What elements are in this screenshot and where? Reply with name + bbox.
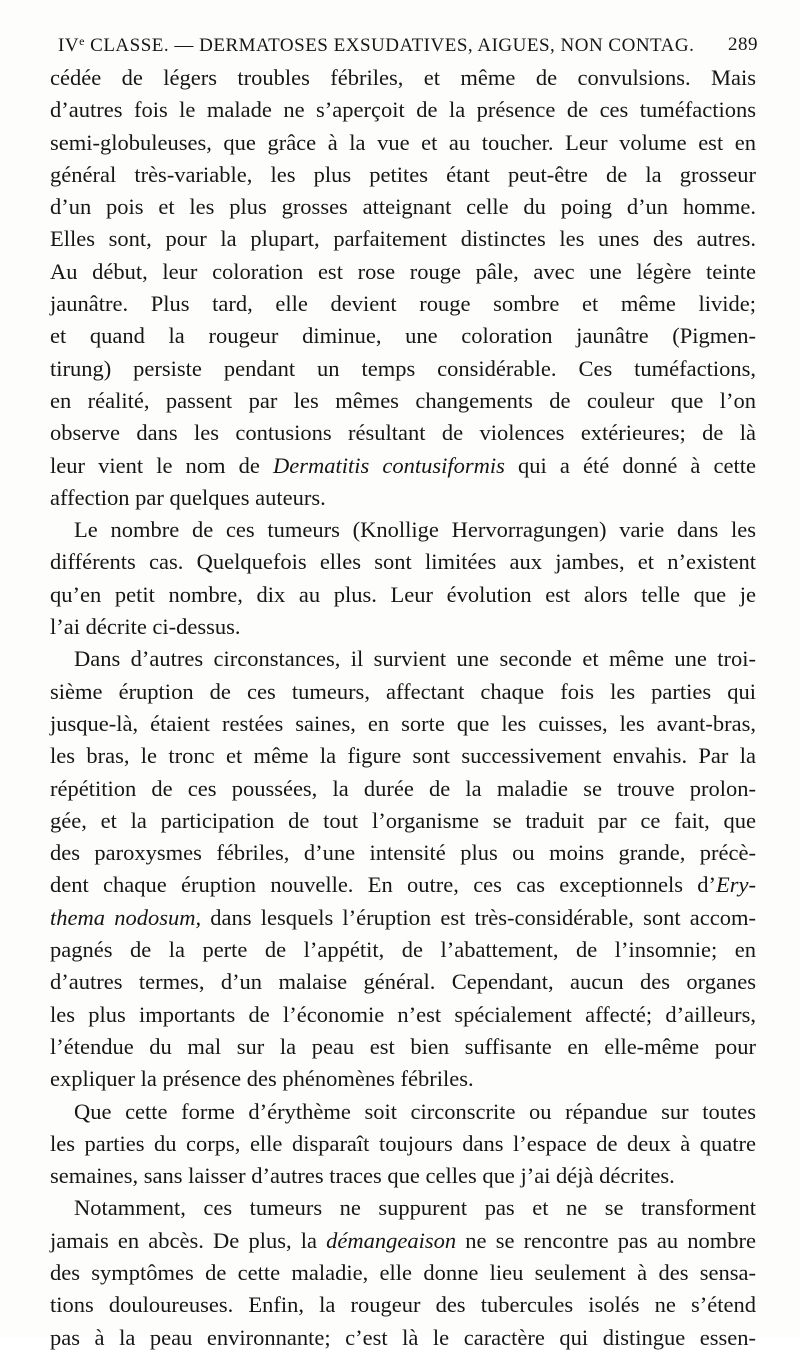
text-segment: Dans d’autres circonstances, il survient une seconde et même une troi-	[74, 646, 756, 672]
text-line	[50, 288, 756, 320]
text-segment: Notamment, ces tumeurs ne suppurent pas et ne se transforment	[74, 1195, 756, 1221]
text-segment: en réalité, passent par les mêmes changements de couleur que l’on	[50, 387, 756, 413]
class-suffix: e	[79, 34, 85, 48]
text-line	[50, 902, 756, 934]
italic-text: Dermatitis contusiformis	[273, 452, 505, 478]
text-line	[50, 417, 756, 449]
text-line	[50, 579, 756, 611]
text-line	[50, 514, 756, 546]
text-line	[50, 1096, 756, 1128]
text-segment: jusque-là, étaient restées saines, en sorte que les cuisses, les avant-bras,	[50, 710, 756, 736]
text-line	[50, 1257, 756, 1289]
text-segment: répétition de ces poussées, la durée de la maladie se trouve prolon-	[50, 775, 756, 801]
text-segment: sième éruption de ces tumeurs, affectant chaque fois les parties qui	[50, 678, 756, 704]
text-segment: Que cette forme d’érythème soit circonscrite ou répandue sur toutes	[74, 1098, 756, 1124]
text-line	[50, 450, 756, 482]
text-segment: leur vient le nom de	[50, 452, 274, 478]
text-segment: les bras, le tronc et même la figure sont successivement envahis. Par la	[50, 743, 756, 769]
text-segment: tirung) persiste pendant un temps considérable. Ces tuméfactions,	[50, 355, 756, 381]
text-segment: jaunâtre. Plus tard, elle devient rouge sombre et même livide;	[50, 291, 756, 317]
text-line	[50, 708, 756, 740]
text-line	[50, 934, 756, 966]
text-segment: d’autres fois le malade ne s’aperçoit de la présence de ces tuméfactions	[50, 97, 756, 123]
text-line	[50, 966, 756, 998]
text-line	[50, 869, 756, 901]
text-line	[50, 320, 756, 352]
text-line	[50, 837, 756, 869]
italic-text: thema nodosum,	[50, 904, 202, 930]
text-segment: dent chaque éruption nouvelle. En outre, ces cas exceptionnels d’	[50, 872, 717, 898]
text-segment: d’autres termes, d’un malaise général. Cependant, aucun des organes	[50, 969, 756, 995]
text-line	[50, 1031, 756, 1063]
text-line	[50, 1128, 756, 1160]
text-segment: pagnés de la perte de l’appétit, de l’abattement, de l’insomnie; en	[50, 937, 756, 963]
running-header	[58, 30, 758, 62]
text-line	[50, 62, 756, 94]
text-line	[50, 94, 756, 126]
text-segment: général très-variable, les plus petites étant peut-être de la grosseur	[50, 161, 756, 187]
text-line	[50, 1225, 756, 1257]
text-line	[50, 1289, 756, 1321]
text-segment: Le nombre de ces tumeurs (Knollige Hervorragungen) varie dans les	[74, 517, 756, 543]
text-segment: l’ai décrite ci-dessus.	[50, 614, 241, 640]
text-segment: gée, et la participation de tout l’organisme se traduit par ce fait, que	[50, 807, 756, 833]
text-segment: semi-globuleuses, que grâce à la vue et au toucher. Leur volume est en	[50, 129, 756, 155]
text-segment: qui a été donné à cette	[504, 452, 756, 478]
text-line	[50, 256, 756, 288]
text-segment: tions douloureuses. Enfin, la rougeur des tubercules isolés ne s’étend	[50, 1292, 756, 1318]
text-segment: jamais en abcès. De plus, la	[50, 1227, 327, 1253]
text-segment: l’étendue du mal sur la peau est bien suffisante en elle-même pour	[50, 1033, 756, 1059]
text-line	[50, 773, 756, 805]
text-segment: différents cas. Quelquefois elles sont limitées aux jambes, et n’existent	[50, 549, 756, 575]
text-segment: des symptômes de cette maladie, elle donne lieu seulement à des sensa-	[50, 1259, 756, 1285]
page-number: 289	[728, 34, 758, 55]
text-segment: d’un pois et les plus grosses atteignant celle du poing d’un homme.	[50, 194, 756, 220]
text-line	[50, 223, 756, 255]
running-title	[58, 34, 694, 57]
body-text	[50, 62, 756, 1354]
text-segment: cédée de légers troubles fébriles, et même de convulsions. Mais	[50, 65, 756, 90]
text-line	[50, 611, 756, 643]
text-segment: semaines, sans laisser d’autres traces que celles que j’ai déjà décrites.	[50, 1163, 675, 1189]
text-segment: affection par quelques auteurs.	[50, 484, 326, 510]
class-numeral: IV	[58, 35, 80, 56]
text-line	[50, 127, 756, 159]
text-line	[50, 805, 756, 837]
text-line	[50, 482, 756, 514]
text-segment: dans lesquels l’éruption est très-considérable, sont accom-	[201, 904, 756, 930]
text-line	[50, 1192, 756, 1224]
text-segment: les plus importants de l’économie n’est spécialement affecté; d’ailleurs,	[50, 1001, 756, 1027]
running-title-text: CLASSE. — DERMATOSES EXSUDATIVES, AIGUES, NON CONTAG.	[84, 35, 695, 56]
text-segment: Elles sont, pour la plupart, parfaitement distinctes les unes des autres.	[50, 226, 756, 252]
text-segment: Au début, leur coloration est rose rouge pâle, avec une légère teinte	[50, 258, 756, 284]
text-line	[50, 676, 756, 708]
italic-text: démangeaison	[326, 1227, 457, 1253]
text-line	[50, 740, 756, 772]
text-segment: et quand la rougeur diminue, une coloration jaunâtre (Pigmen-	[50, 323, 756, 349]
text-segment: des paroxysmes fébriles, d’une intensité plus ou moins grande, précè-	[50, 840, 756, 866]
text-line	[50, 353, 756, 385]
text-line	[50, 1160, 756, 1192]
text-line	[50, 191, 756, 223]
text-line	[50, 643, 756, 675]
text-segment: expliquer la présence des phénomènes fébriles.	[50, 1066, 474, 1092]
text-line	[50, 999, 756, 1031]
text-segment: les parties du corps, elle disparaît toujours dans l’espace de deux à quatre	[50, 1130, 756, 1156]
text-segment: pas à la peau environnante; c’est là le caractère qui distingue essen-	[50, 1324, 756, 1350]
text-segment: observe dans les contusions résultant de violences extérieures; de là	[50, 420, 756, 446]
italic-text: Ery-	[716, 872, 756, 898]
text-segment: qu’en petit nombre, dix au plus. Leur évolution est alors telle que je	[50, 581, 756, 607]
text-line	[50, 159, 756, 191]
text-line	[50, 1063, 756, 1095]
text-line	[50, 385, 756, 417]
text-line	[50, 546, 756, 578]
text-segment: ne se rencontre pas au nombre	[456, 1227, 757, 1253]
